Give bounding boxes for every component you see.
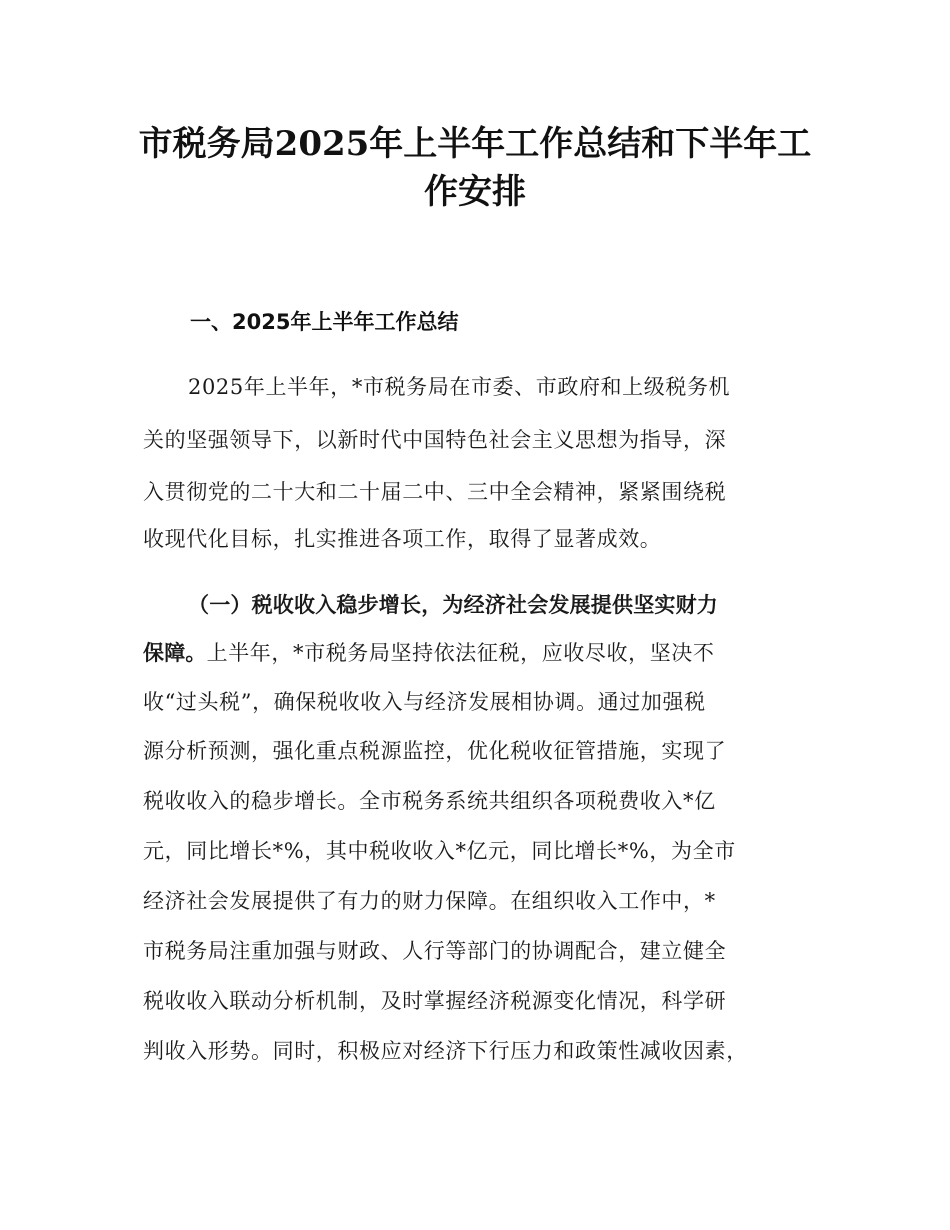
- para2-line-10: 判收入形势。同时，积极应对经济下行压力和政策性减收因素，: [143, 1039, 748, 1063]
- para2-line-5: 税收收入的稳步增长。全市税务系统共组织各项税费收入*亿: [143, 789, 716, 813]
- para2-line-2: [143, 637, 715, 669]
- para1-line-3: 入贯彻党的二十大和二十届二中、三中全会精神，紧紧围绕税: [143, 480, 727, 504]
- para2-line-8: 市税务局注重加强与财政、人行等部门的协调配合，建立健全: [143, 939, 727, 963]
- para2-line-4: 源分析预测，强化重点税源监控，优化税收征管措施，实现了: [143, 739, 727, 763]
- para2-line-6: 元，同比增长*%，其中税收收入*亿元，同比增长*%，为全市: [143, 839, 736, 863]
- document-title-line-1: 市税务局2025年上半年工作总结和下半年工: [138, 124, 812, 164]
- para2-line-7: 经济社会发展提供了有力的财力保障。在组织收入工作中，*: [143, 889, 716, 913]
- para1-line-2: 关的坚强领导下，以新时代中国特色社会主义思想为指导，深: [143, 428, 727, 452]
- para2-line-2-text: 上半年，*市税务局坚持依法征税，应收尽收，坚决不: [206, 641, 715, 665]
- para2-heading-line-1: （一）税收收入稳步增长，为经济社会发展提供坚实财力: [188, 593, 718, 617]
- para2-line-3: 收“过头税”，确保税收收入与经济发展相协调。通过加强税: [143, 690, 706, 714]
- para1-line-4: 收现代化目标，扎实推进各项工作，取得了显著成效。: [143, 527, 662, 551]
- para2-line-9: 税收收入联动分析机制，及时掌握经济税源变化情况，科学研: [143, 989, 727, 1013]
- document-title-line-2: 作安排: [424, 172, 526, 212]
- section-heading-1: 一、2025年上半年工作总结: [190, 310, 459, 334]
- para1-line-1: 2025年上半年，*市税务局在市委、市政府和上级税务机: [188, 375, 731, 399]
- para2-heading-end: 保障。: [143, 641, 207, 665]
